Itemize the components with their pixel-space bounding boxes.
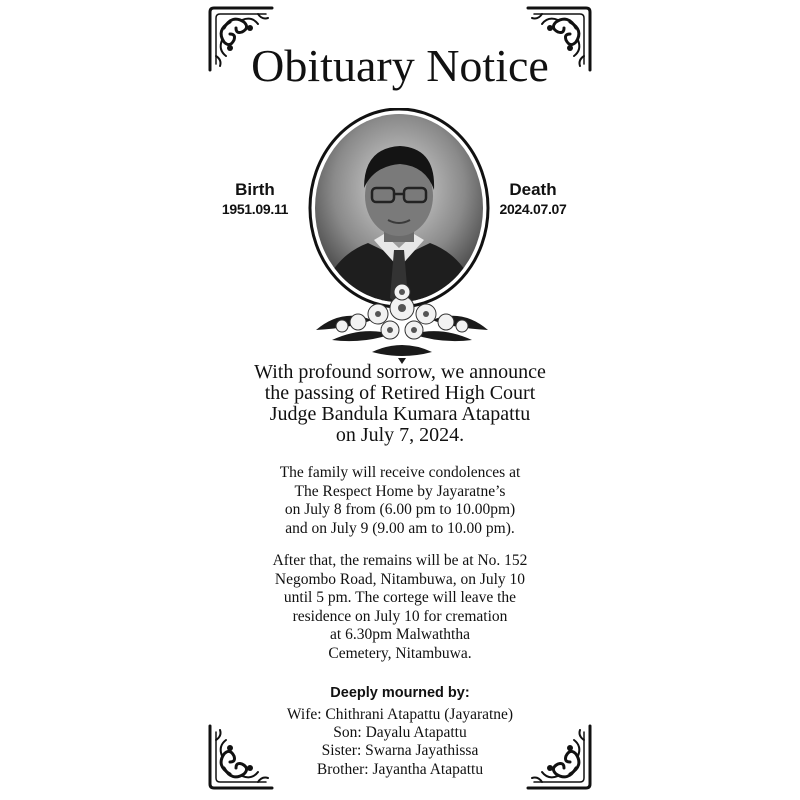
- birth-date: 1951.09.11: [221, 201, 289, 217]
- announcement-line: Judge Bandula Kumara Atapattu: [269, 403, 531, 425]
- mourners-list: [180, 706, 620, 779]
- remains-line: After that, the remains will be at No. 152: [272, 552, 528, 569]
- remains-line: Negombo Road, Nitambuwa, on July 10: [274, 570, 526, 588]
- condolences-line: The Respect Home by Jayaratne’s: [294, 482, 506, 500]
- mourner-item: Son: Dayalu Atapattu: [333, 724, 467, 742]
- announcement-text: [180, 362, 620, 446]
- remains-line: residence on July 10 for cremation: [292, 607, 508, 625]
- remains-line: until 5 pm. The cortege will leave the: [283, 589, 517, 607]
- page-title: Obituary Notice: [251, 40, 549, 91]
- condolences-line: on July 8 from (6.00 pm to 10.00pm): [284, 501, 516, 519]
- birth-date-block: [200, 180, 310, 218]
- condolences-line: The family will receive condolences at: [279, 464, 521, 481]
- announcement-line: on July 7, 2024.: [335, 424, 465, 446]
- condolences-paragraph: [180, 464, 620, 538]
- death-date: 2024.07.07: [499, 201, 567, 217]
- mourner-item: Brother: Jayantha Atapattu: [316, 760, 484, 778]
- announcement-line: the passing of Retired High Court: [264, 382, 536, 404]
- mourner-item: Sister: Swarna Jayathissa: [321, 742, 479, 760]
- remains-paragraph: [180, 552, 620, 664]
- mourner-item: Wife: Chithrani Atapattu (Jayaratne): [286, 706, 514, 723]
- remains-line: Cemetery, Nitambuwa.: [328, 644, 472, 662]
- announcement-line: With profound sorrow, we announce: [254, 361, 546, 383]
- birth-label: Birth: [235, 180, 275, 199]
- mourned-heading: Deeply mourned by:: [330, 685, 470, 701]
- death-label: Death: [509, 180, 557, 199]
- floral-wreath-icon: [312, 268, 492, 364]
- remains-line: at 6.30pm Malwaththa: [330, 626, 470, 644]
- condolences-line: and on July 9 (9.00 am to 10.00 pm).: [285, 519, 515, 537]
- death-date-block: [478, 180, 588, 218]
